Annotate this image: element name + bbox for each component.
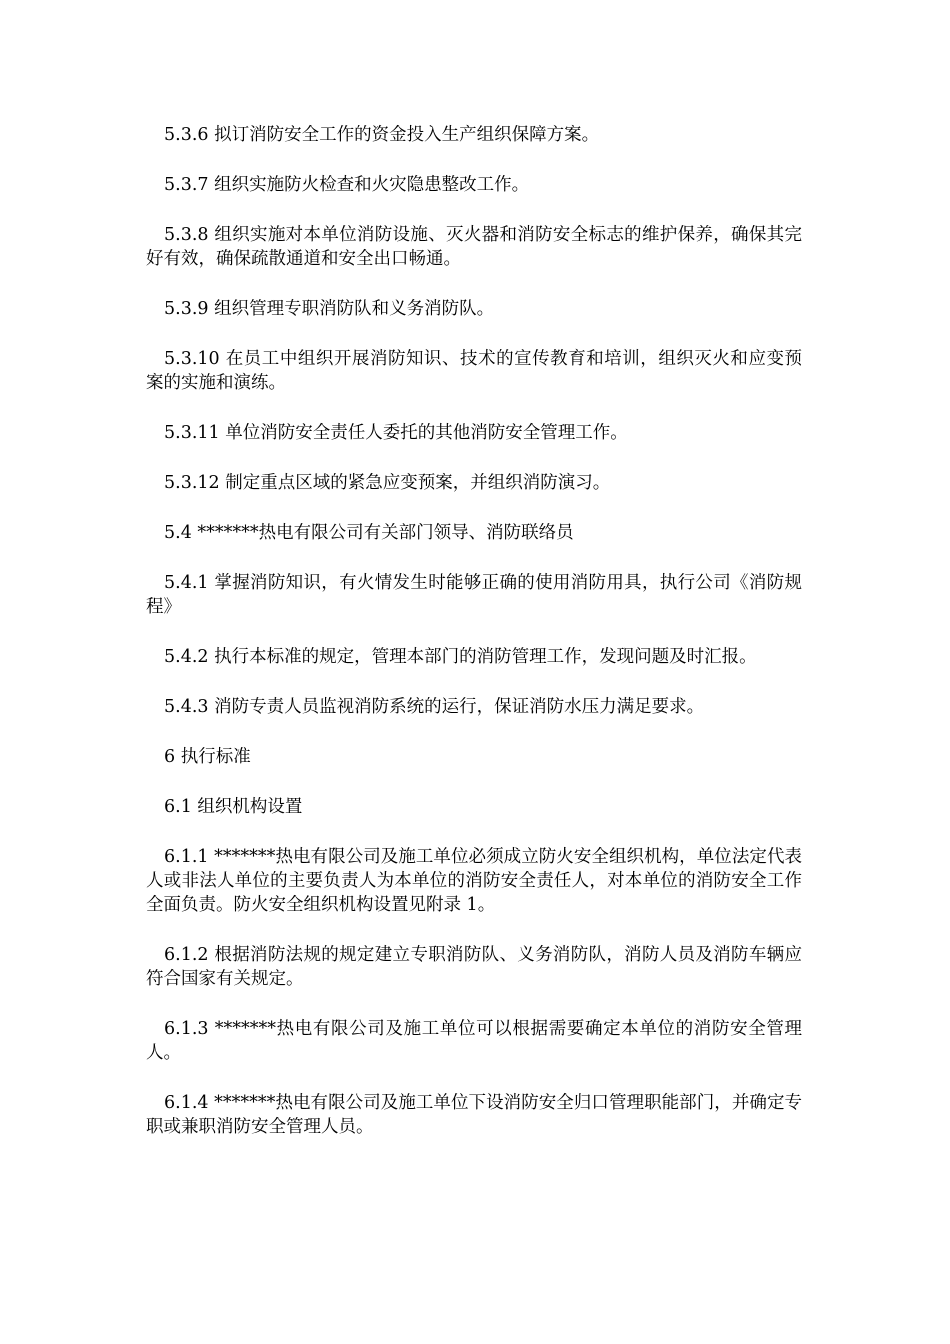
paragraph-5-3-7: 5.3.7 组织实施防火检查和火灾隐患整改工作。 xyxy=(164,175,530,195)
paragraph-5-3-11: 5.3.11 单位消防安全责任人委托的其他消防安全管理工作。 xyxy=(164,423,628,443)
paragraph-5-4-3: 5.4.3 消防专责人员监视消防系统的运行，保证消防水压力满足要求。 xyxy=(164,697,705,717)
paragraph-6-1-1: 6.1.1 *******热电有限公司及施工单位必须成立防火安全组织机构，单位法定代表人或非法人单位的主要负责人为本单位的消防安全责任人，对本单位的消防安全工作全面负责。防火安全组织机构设置见附录 1。 xyxy=(146,847,802,915)
section-heading-6-1: 6.1 组织机构设置 xyxy=(164,797,303,817)
paragraph-5-3-6: 5.3.6 拟订消防安全工作的资金投入生产组织保障方案。 xyxy=(164,125,600,145)
paragraph-6-1-3: 6.1.3 *******热电有限公司及施工单位可以根据需要确定本单位的消防安全管理人。 xyxy=(146,1019,802,1063)
paragraph-5-4-1: 5.4.1 掌握消防知识，有火情发生时能够正确的使用消防用具，执行公司《消防规程》 xyxy=(146,573,802,617)
paragraph-5-3-8: 5.3.8 组织实施对本单位消防设施、灭火器和消防安全标志的维护保养，确保其完好有效，确保疏散通道和安全出口畅通。 xyxy=(146,225,802,269)
paragraph-5-4-2: 5.4.2 执行本标准的规定，管理本部门的消防管理工作，发现问题及时汇报。 xyxy=(164,647,757,667)
paragraph-5-3-10: 5.3.10 在员工中组织开展消防知识、技术的宣传教育和培训，组织灭火和应变预案的实施和演练。 xyxy=(146,349,802,393)
section-heading-5-4: 5.4 *******热电有限公司有关部门领导、消防联络员 xyxy=(164,523,574,543)
paragraph-6-1-2: 6.1.2 根据消防法规的规定建立专职消防队、义务消防队，消防人员及消防车辆应符合国家有关规定。 xyxy=(146,945,802,989)
paragraph-5-3-12: 5.3.12 制定重点区域的紧急应变预案，并组织消防演习。 xyxy=(164,473,611,493)
paragraph-6-1-4: 6.1.4 *******热电有限公司及施工单位下设消防安全归口管理职能部门，并确定专职或兼职消防安全管理人员。 xyxy=(146,1093,802,1137)
section-heading-6: 6 执行标准 xyxy=(164,747,251,767)
document-body xyxy=(146,123,802,1165)
paragraph-5-3-9: 5.3.9 组织管理专职消防队和义务消防队。 xyxy=(164,299,495,319)
